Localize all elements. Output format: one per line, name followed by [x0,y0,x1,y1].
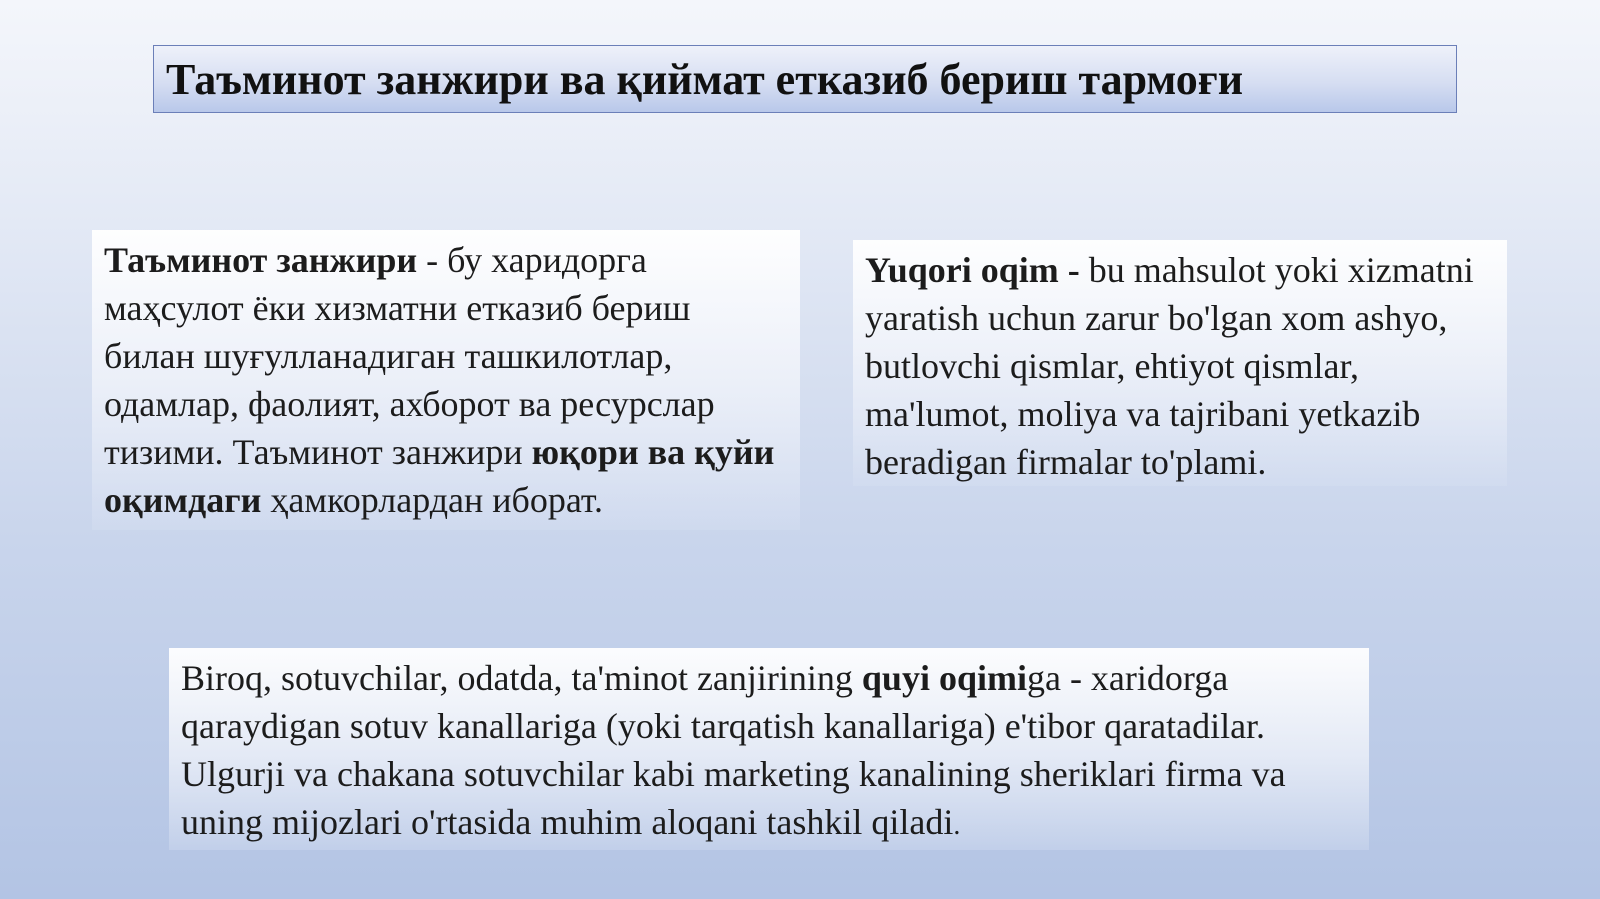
upstream-term: Yuqori oqim [865,250,1059,290]
upstream-dash: - [1058,250,1089,290]
downstream-phrase: quyi oqimi [861,658,1027,698]
supply-chain-term: Таъминот занжири [104,240,418,280]
downstream-text-part2: ga - xaridorga qaraydigan sotuv kanallariga (yoki tarqatish kanallariga) e'tibor qaratadilar. Ulgurji va chakana sotuvchilar kabi marketing kanalining sheriklari firma va uning mijozlari o'rtasida muhim aloqani tashkil qiladi [181,658,1286,842]
downstream-text-part1: Biroq, sotuvchilar, odatda, ta'minot zanjirining [181,658,862,698]
supply-chain-text-part2: ҳамкорлардан иборат. [261,480,603,520]
slide-title: Таъминот занжири ва қиймат етказиб бериш тармоғи [166,54,1244,104]
downstream-text-end: . [953,810,961,841]
downstream-note-box [169,648,1369,850]
title-box [153,45,1457,113]
upstream-definition-box [853,240,1507,486]
supply-chain-definition-box [92,230,800,530]
upstream-downstream-phrase: юқори ва қуйи оқимдаги [104,432,775,520]
upstream-text: bu mahsulot yoki xizmatni yaratish uchun zarur bo'lgan xom ashyo, butlovchi qismlar, ehtiyot qismlar, ma'lumot, moliya va tajribani yetkazib beradigan firmalar to'plami. [865,250,1474,482]
supply-chain-text-part1: - бу харидорга маҳсулот ёки хизматни етказиб бериш билан шуғулланадиган ташкилотлар, одамлар, фаолият, ахборот ва ресурслар тизими. Таъминот занжири [104,240,715,472]
